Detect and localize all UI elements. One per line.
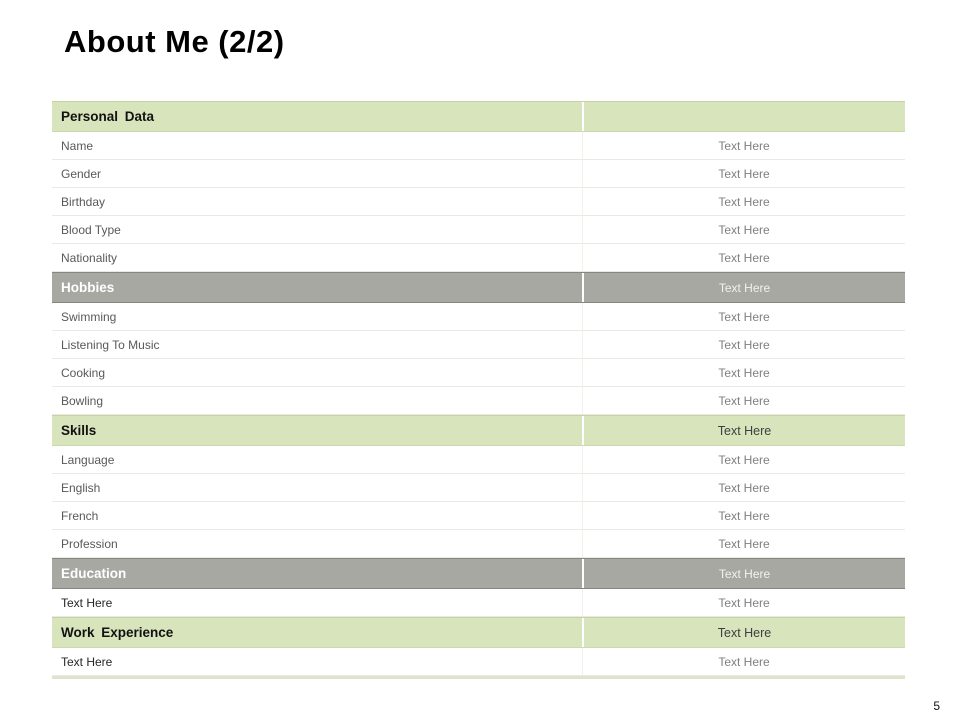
row-label-cell: Work Experience: [61, 625, 174, 640]
row-value-cell: Text Here: [582, 387, 905, 414]
row-value-cell: Text Here: [582, 303, 905, 330]
table-row: [52, 132, 905, 160]
table-row: [52, 446, 905, 474]
table-row: [52, 648, 905, 676]
row-value-cell: Text Here: [582, 416, 905, 445]
table-row: [52, 331, 905, 359]
row-value-cell: Text Here: [582, 502, 905, 529]
row-value-cell: Text Here: [582, 474, 905, 501]
table-row: [52, 359, 905, 387]
row-label-cell: Birthday: [61, 194, 106, 209]
row-label-cell: Listening To Music: [61, 337, 160, 352]
row-value-cell: Text Here: [582, 530, 905, 557]
row-label-cell: Text Here: [61, 654, 113, 669]
row-value-cell: Text Here: [582, 589, 905, 616]
row-value-cell: Text Here: [582, 216, 905, 243]
row-value-cell: Text Here: [582, 331, 905, 358]
row-label-cell: Blood Type: [61, 222, 121, 237]
row-label-cell: Education: [61, 566, 127, 581]
row-value-cell: Text Here: [582, 648, 905, 675]
table-row: [52, 303, 905, 331]
table-row: [52, 530, 905, 558]
row-label-cell: Hobbies: [61, 280, 115, 295]
about-table: [52, 101, 905, 679]
row-label-cell: Skills: [61, 423, 97, 438]
row-value-cell: Text Here: [582, 359, 905, 386]
row-label-cell: Text Here: [61, 595, 113, 610]
row-value-cell: [582, 102, 905, 131]
row-label-cell: Swimming: [61, 309, 117, 324]
row-value-cell: Text Here: [582, 446, 905, 473]
table-row: [52, 502, 905, 530]
row-value-cell: Text Here: [582, 559, 905, 588]
row-label-cell: Nationality: [61, 250, 118, 265]
row-value-cell: Text Here: [582, 618, 905, 647]
table-row: [52, 558, 905, 589]
row-label-cell: Language: [61, 452, 115, 467]
table-row: [52, 216, 905, 244]
page-number: 5: [933, 699, 940, 713]
table-row: [52, 387, 905, 415]
row-value-cell: Text Here: [582, 244, 905, 271]
table-row: [52, 188, 905, 216]
row-label-cell: Profession: [61, 536, 118, 551]
row-value-cell: Text Here: [582, 160, 905, 187]
row-value-cell: Text Here: [582, 188, 905, 215]
table-row: [52, 101, 905, 132]
table-row: [52, 617, 905, 648]
table-row: [52, 244, 905, 272]
row-label-cell: Personal Data: [61, 109, 155, 124]
table-row: [52, 474, 905, 502]
table-row: [52, 272, 905, 303]
page-title: About Me (2/2): [64, 24, 285, 59]
table-row: [52, 589, 905, 617]
row-value-cell: Text Here: [582, 132, 905, 159]
row-label-cell: French: [61, 508, 99, 523]
table-row: [52, 160, 905, 188]
row-label-cell: Cooking: [61, 365, 106, 380]
row-value-cell: Text Here: [582, 273, 905, 302]
row-label-cell: Name: [61, 138, 94, 153]
row-label-cell: English: [61, 480, 101, 495]
row-label-cell: Bowling: [61, 393, 104, 408]
table-row: [52, 415, 905, 446]
row-label-cell: Gender: [61, 166, 102, 181]
